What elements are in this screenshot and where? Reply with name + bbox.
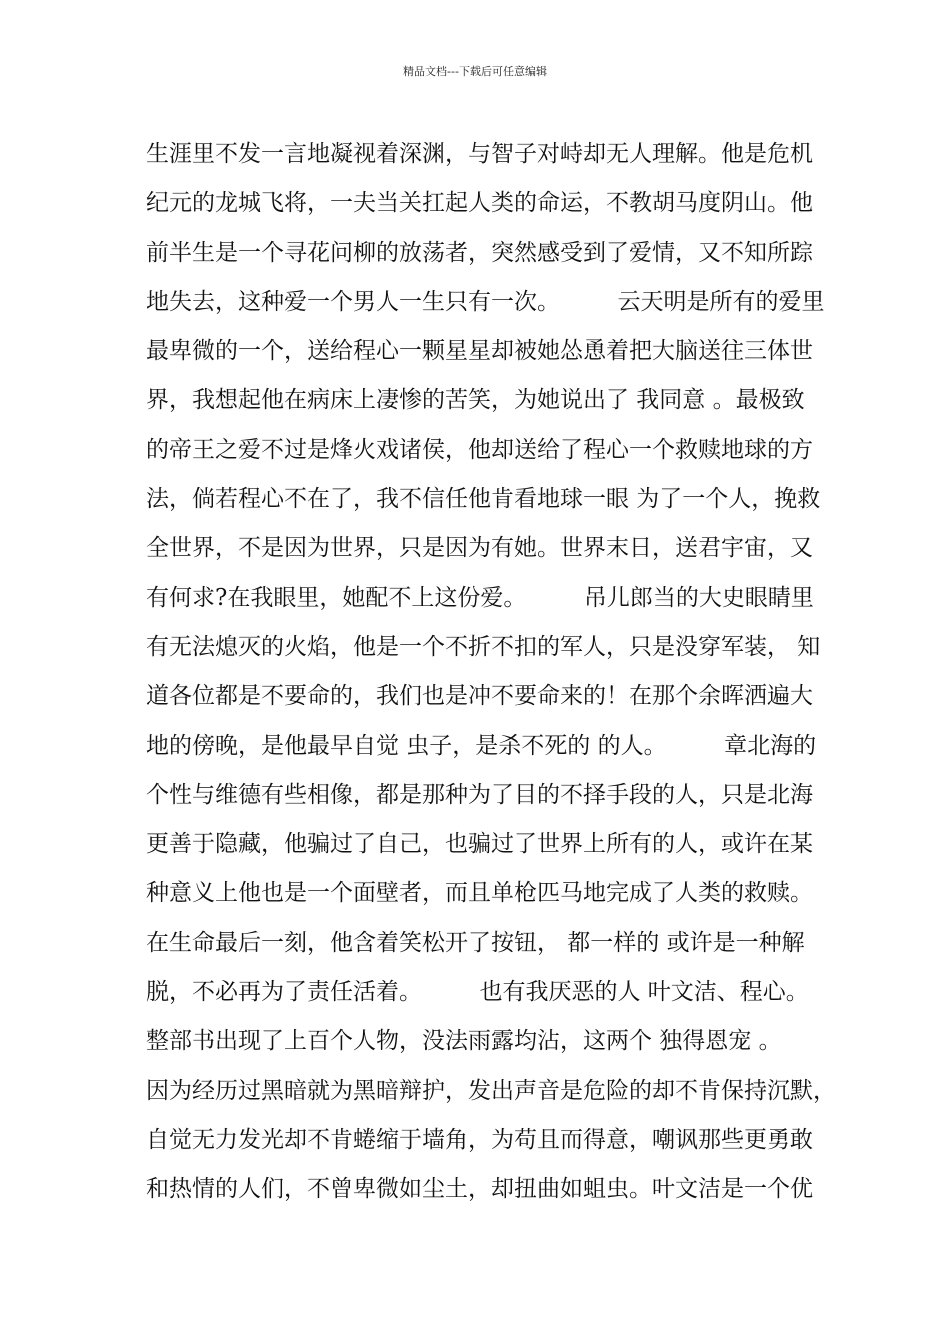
text-line: 种意义上他也是一个面壁者，而且单枪匹马地完成了人类的救赎。 bbox=[146, 880, 813, 907]
text-line: 在生命最后一刻，他含着笑松开了按钮， 都一样的 或许是一种解 bbox=[146, 929, 805, 956]
text-line: 法，倘若程心不在了，我不信任他肯看地球一眼 为了一个人，挽救 bbox=[146, 486, 821, 513]
text-line: 最卑微的一个，送给程心一颗星星却被她怂恿着把大脑送往三体世 bbox=[146, 338, 813, 365]
text-line: 的帝王之爱不过是烽火戏诸侯，他却送给了程心一个救赎地球的方 bbox=[146, 436, 813, 463]
text-line: 自觉无力发光却不肯蜷缩于墙角，为苟且而得意，嘲讽那些更勇敢 bbox=[146, 1126, 813, 1153]
text-line: 地失去，这种爱一个男人一生只有一次。 云天明是所有的爱里 bbox=[146, 288, 825, 315]
text-line: 道各位都是不要命的，我们也是冲不要命来的！在那个余晖洒遍大 bbox=[146, 683, 813, 710]
text-line: 脱，不必再为了责任活着。 也有我厌恶的人 叶文洁、程心。 bbox=[146, 979, 809, 1006]
text-line: 地的傍晚，是他最早自觉 虫子，是杀不死的 的人。 章北海的 bbox=[146, 732, 817, 759]
text-line: 前半生是一个寻花问柳的放荡者，突然感受到了爱情，又不知所踪 bbox=[146, 239, 813, 266]
body-text bbox=[146, 130, 836, 1215]
text-line: 因为经历过黑暗就为黑暗辩护，发出声音是危险的却不肯保持沉默， bbox=[146, 1077, 836, 1104]
text-line: 整部书出现了上百个人物，没法雨露均沾，这两个 独得恩宠 。 bbox=[146, 1028, 782, 1055]
text-line: 更善于隐藏，他骗过了自己，也骗过了世界上所有的人，或许在某 bbox=[146, 831, 813, 858]
text-line: 界，我想起他在病床上凄惨的苦笑，为她说出了 我同意 。最极致 bbox=[146, 387, 805, 414]
text-line: 全世界，不是因为世界，只是因为有她。世界末日，送君宇宙，又 bbox=[146, 535, 813, 562]
text-line: 和热情的人们，不曾卑微如尘土，却扭曲如蛆虫。叶文洁是一个优 bbox=[146, 1176, 813, 1203]
text-line: 有无法熄灭的火焰，他是一个不折不扣的军人，只是没穿军装， 知 bbox=[146, 633, 821, 660]
text-line: 纪元的龙城飞将，一夫当关扛起人类的命运，不教胡马度阴山。他 bbox=[146, 190, 813, 217]
text-line: 有何求?在我眼里，她配不上这份爱。 吊儿郎当的大史眼睛里 bbox=[146, 584, 814, 611]
text-line: 生涯里不发一言地凝视着深渊，与智子对峙却无人理解。他是危机 bbox=[146, 141, 813, 167]
text-line: 个性与维德有些相像，都是那种为了目的不择手段的人，只是北海 bbox=[146, 781, 813, 808]
page-header: 精品文档---下载后可任意编辑 bbox=[403, 65, 547, 78]
